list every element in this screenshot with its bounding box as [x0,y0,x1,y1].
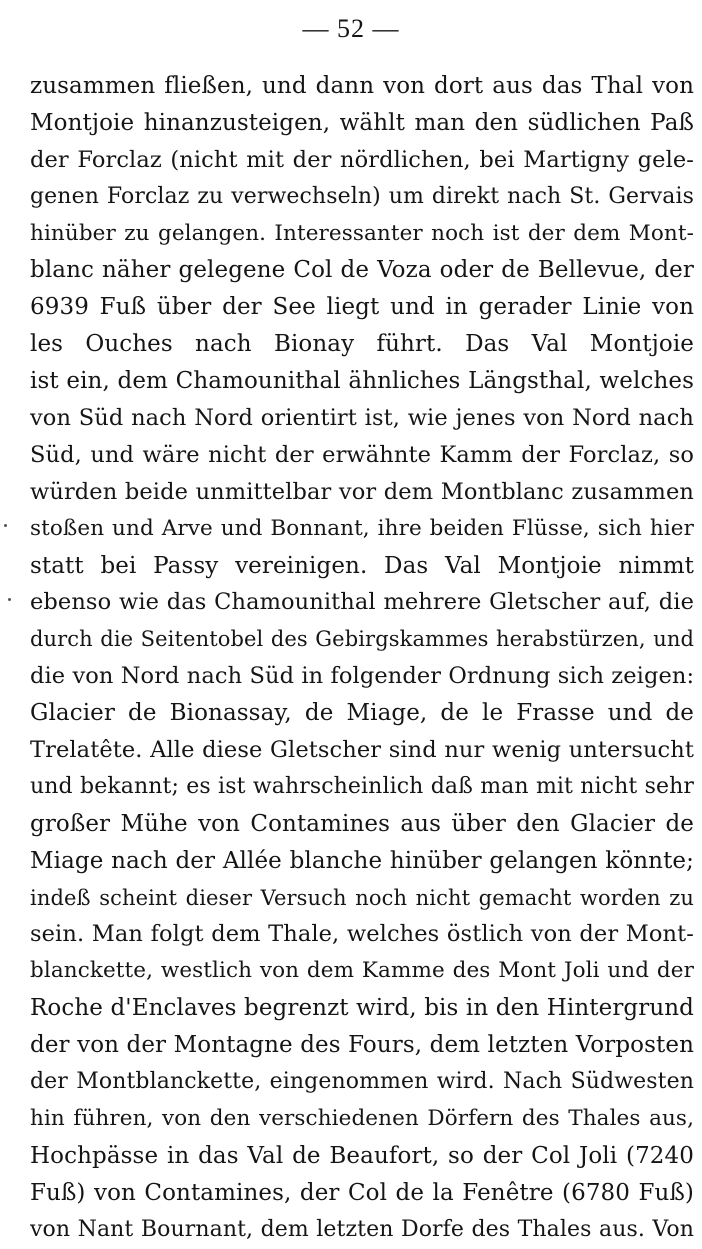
text-line: zusammen fließen, und dann von dort aus das Thal von [30,73,694,99]
text-line: die von Nord nach Süd in folgender Ordnung sich zeigen: [30,663,695,690]
text-line: stoßen und Arve und Bonnant, ihre beiden Flüsse, sich hier [30,515,694,541]
paper-speck [8,598,11,601]
text-line: von Nant Bournant, dem letzten Dorfe des Thales aus. Von [30,1216,694,1242]
text-line: der von der Montagne des Fours, dem letzten Vorposten [30,1032,694,1059]
text-line: ebenso wie das Chamounithal mehrere Gletscher auf, die [30,589,694,616]
text-line: würden beide unmittelbar vor dem Montblanc zusammen [30,478,694,505]
text-line: Miage nach der Allée blanche hinüber gelangen könnte; [30,847,694,874]
text-line: Glacier de Bionassay, de Miage, de le Frasse und de [30,700,694,727]
text-line: Roche d'Enclaves begrenzt wird, bis in den Hintergrund [30,995,694,1022]
text-line: Hochpässe in das Val de Beaufort, so der Col Joli (7240 [30,1142,694,1169]
text-line: Süd, und wäre nicht der erwähnte Kamm der Forclaz, so [30,441,694,468]
text-line: statt bei Passy vereinigen. Das Val Montjoie nimmt [30,552,694,579]
text-line: Montjoie hinanzusteigen, wählt man den südlichen Paß [30,109,694,136]
text-line: Fuß) von Contamines, der Col de la Fenêtre (6780 Fuß) [30,1179,694,1206]
page-body-text [30,68,694,1249]
text-line: sein. Man folgt dem Thale, welches östlich von der Mont- [30,921,694,948]
page-number-header: — 52 — [302,14,400,43]
text-line: von Süd nach Nord orientirt ist, wie jenes von Nord nach [30,405,694,432]
text-line: genen Forclaz zu verwechseln) um direkt nach St. Gervais [30,183,694,209]
text-line: blanc näher gelegene Col de Voza oder de Bellevue, der [30,257,694,284]
text-line: der Forclaz (nicht mit der nördlichen, bei Martigny gele- [30,146,694,173]
text-line: les Ouches nach Bionay führt. Das Val Montjoie [30,331,694,358]
text-line: Trelatête. Alle diese Gletscher sind nur wenig untersucht [30,737,694,764]
text-line: blanckette, westlich von dem Kamme des Mont Joli und der [30,958,694,984]
text-line: und bekannt; es ist wahrscheinlich daß man mit nicht sehr [30,773,694,799]
text-line: ist ein, dem Chamounithal ähnliches Längsthal, welches [30,368,694,395]
text-line: 6939 Fuß über der See liegt und in gerader Linie von [30,294,694,321]
text-line: der Montblanckette, eingenommen wird. Nach Südwesten [30,1069,694,1095]
paper-speck [4,524,7,527]
text-line: durch die Seitentobel des Gebirgskammes herabstürzen, und [30,627,694,652]
text-line: hin führen, von den verschiedenen Dörfern des Thales aus, [30,1105,694,1131]
text-line: großer Mühe von Contamines aus über den Glacier de [30,810,694,837]
text-line: indeß scheint dieser Versuch noch nicht gemacht worden zu [30,885,694,910]
text-line: hinüber zu gelangen. Interessanter noch ist der dem Mont- [30,220,694,246]
